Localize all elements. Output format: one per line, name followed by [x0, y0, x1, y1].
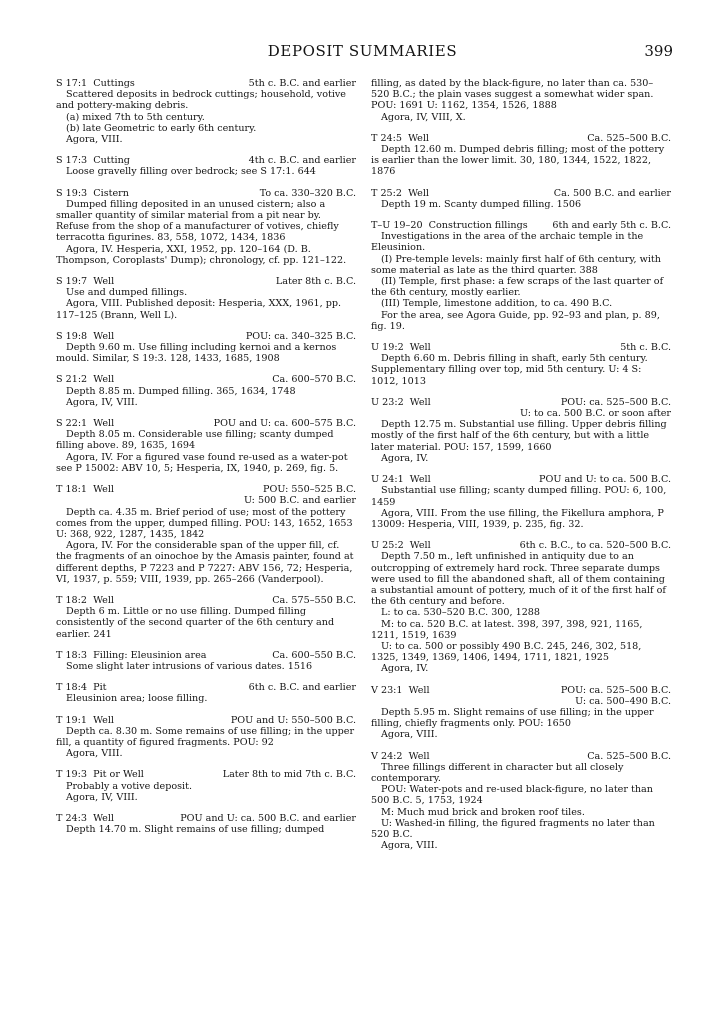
entry-label: [56, 682, 107, 693]
deposit-title: Well: [93, 812, 115, 824]
entry-label: [56, 715, 114, 726]
entry-heading: [56, 715, 356, 726]
entry-text: Agora, IV.: [381, 452, 429, 464]
entry-label: [56, 155, 130, 166]
deposit-title: Well: [408, 187, 430, 199]
entry-text: Depth 7.50 m., left unfinished in antiquity due to an outcropping of extremely hard rock. Three separate dumps were used to fill the abandoned shaft, all of them containing a substantial amount of pottery, much of it of the first half of the 6th century and before.: [371, 551, 666, 608]
deposit-entry: [56, 155, 356, 177]
entry-label: [371, 220, 528, 231]
deposit-id: S 21:2: [56, 374, 88, 386]
deposit-entry: [56, 484, 356, 585]
deposit-entry: [371, 188, 671, 210]
entry-text: Agora, VIII.: [381, 729, 438, 741]
deposit-id: T 18:1: [56, 484, 87, 496]
deposit-title: Pit: [93, 682, 107, 694]
deposit-entry: [56, 374, 356, 408]
deposit-id: T 24:5: [371, 132, 402, 144]
entry-text: Agora, IV, VIII.: [66, 791, 138, 803]
entry-text: Depth 6.60 m. Debris filling in shaft, early 5th century. Supplementary filling over top, mid 5th century. U: 4 S: 1012, 1013: [371, 353, 648, 387]
deposit-id: T 18:2: [56, 594, 87, 606]
entry-label: [56, 418, 114, 429]
entry-heading: [56, 769, 356, 780]
deposit-date: Ca. 525–500 B.C.: [587, 132, 671, 144]
deposit-date: POU and U: 550–500 B.C.: [230, 714, 356, 726]
deposit-entry: [371, 685, 671, 741]
deposit-title: Pit or Well: [93, 769, 144, 781]
entry-text: Depth 19 m. Scanty dumped filling. 1506: [381, 198, 582, 210]
entry-text: Eleusinion area; loose filling.: [66, 693, 208, 705]
deposit-date: Ca. 575–550 B.C.: [272, 594, 356, 606]
entry-text: Scattered deposits in bedrock cuttings; household, votive and pottery-making debris.: [56, 89, 346, 112]
entry-text: M: to ca. 520 B.C. at latest. 398, 397, 398, 921, 1165, 1211, 1519, 1639: [371, 618, 643, 641]
entry-text: Agora, IV. For the considerable span of the upper fill, cf. the fragments of an oinochoe by the Amasis painter, found at different depths, P 7223 and P 7227: ABV 156, 72; Hesperia, VI, 1937, p. 559; VIII, 1939, pp. 265–266 (Vanderpool).: [56, 540, 354, 585]
entry-heading: [371, 397, 671, 408]
entry-heading: [371, 685, 671, 696]
entry-text: Depth 12.60 m. Dumped debris filling; most of the pottery is earlier than the lower limit. 30, 180, 1344, 1522, 1822, 1876: [371, 144, 665, 178]
entry-text: Agora, IV. For a figured vase found re-used as a water-pot see P 15002: ABV 10, 5; Hesperia, IX, 1940, p. 269, fig. 5.: [56, 451, 348, 474]
entry-text: (b) late Geometric to early 6th century.: [66, 122, 257, 134]
deposit-title: Cuttings: [93, 78, 135, 89]
entry-label: [371, 474, 431, 485]
deposit-entry: [56, 188, 356, 266]
deposit-date: 5th c. B.C.: [620, 342, 671, 354]
deposit-id: T 19:3: [56, 769, 87, 781]
entry-text: Depth 14.70 m. Slight remains of use filling; dumped: [66, 824, 325, 836]
entry-label: [371, 397, 431, 408]
entry-text: Depth ca. 4.35 m. Brief period of use; most of the pottery comes from the upper, dumped filling. POU: 143, 1652, 1653 U: 368, 922, 1287, 1435, 1842: [56, 506, 353, 540]
deposit-id: U 23:2: [371, 396, 404, 408]
entry-heading: [371, 751, 671, 762]
entry-text: Use and dumped fillings.: [66, 287, 188, 299]
deposit-date: Ca. 500 B.C. and earlier: [553, 187, 671, 199]
deposit-date: 4th c. B.C. and earlier: [248, 155, 356, 167]
entry-text: Depth 8.05 m. Considerable use filling; scanty dumped filling above. 89, 1635, 1694: [56, 429, 334, 452]
deposit-title: Well: [409, 540, 431, 552]
right-column: [371, 78, 671, 861]
entry-label: [371, 342, 431, 353]
deposit-date-secondary: U: to ca. 500 B.C. or soon after: [520, 408, 671, 420]
entry-text: (a) mixed 7th to 5th century.: [66, 111, 205, 123]
entry-label: [56, 331, 114, 342]
entry-text: Agora, VIII.: [381, 840, 438, 852]
entry-heading: [371, 188, 671, 199]
deposit-entry: [56, 276, 356, 321]
entry-text: Depth 6 m. Little or no use filling. Dumped filling consistently of the second quarter of the 6th century and earlier. 241: [56, 606, 335, 640]
deposit-title: Well: [93, 330, 115, 342]
deposit-date-secondary: U: 500 B.C. and earlier: [243, 495, 356, 507]
entry-heading: [56, 813, 356, 824]
entry-text: (I) Pre-temple levels: mainly first half of 6th century, with some material as late as the third quarter. 388: [371, 253, 661, 276]
entry-text: Agora, VIII. From the use filling, the Fikellura amphora, P 13009: Hesperia, VIII, 1939, p. 235, fig. 32.: [371, 507, 664, 530]
entry-text: Depth ca. 8.30 m. Some remains of use filling; in the upper fill, a quantity of figured fragments. POU: 92: [56, 725, 355, 748]
entry-text: Depth 8.85 m. Dumped filling. 365, 1634, 1748: [66, 385, 296, 397]
deposit-id: T–U 19–20: [371, 220, 423, 232]
deposit-entry: [56, 682, 356, 704]
deposit-entry: [371, 540, 671, 674]
deposit-entry: [56, 595, 356, 640]
entry-text: For the area, see Agora Guide, pp. 92–93 and plan, p. 89, fig. 19.: [371, 309, 660, 332]
deposit-entry: [371, 133, 671, 178]
entry-label: [56, 769, 144, 780]
entry-text: Agora, VIII.: [66, 748, 123, 760]
deposit-id: S 19:3: [56, 187, 88, 199]
deposit-title: Well: [93, 714, 115, 726]
entry-heading: [56, 374, 356, 385]
deposit-title: Well: [93, 418, 115, 430]
entry-text: Depth 5.95 m. Slight remains of use filling; in the upper filling, chiefly fragments only. POU: 1650: [371, 706, 654, 730]
continuation-text: filling, as dated by the black-figure, no later than ca. 530–520 B.C.; the plain vases suggest a somewhat wider span. POU: 1691 U: 1162, 1354, 1526, 1888: [371, 78, 654, 112]
page-number: 399: [644, 42, 673, 60]
deposit-id: U 24:1: [371, 474, 404, 486]
entry-label: [56, 595, 114, 606]
deposit-date: Ca. 525–500 B.C.: [587, 750, 671, 762]
deposit-date: 6th and early 5th c. B.C.: [552, 220, 671, 232]
entry-heading: [56, 682, 356, 693]
deposit-title: Well: [408, 750, 430, 762]
deposit-date: POU: ca. 525–500 B.C.: [560, 396, 671, 408]
deposit-date: POU and U: ca. 600–575 B.C.: [213, 418, 356, 430]
entry-heading: [56, 331, 356, 342]
entry-text: POU: Water-pots and re-used black-figure, no later than 500 B.C. 5, 1753, 1924: [371, 784, 653, 807]
deposit-entry: [371, 397, 671, 464]
entry-label: [371, 133, 429, 144]
deposit-entry: [371, 342, 671, 387]
entry-text: Loose gravelly filling over bedrock; see S 17:1. 644: [66, 166, 316, 178]
entry-heading: [56, 188, 356, 199]
deposit-id: U 25:2: [371, 540, 404, 552]
deposit-title: Well: [409, 396, 431, 408]
deposit-id: T 25:2: [371, 187, 402, 199]
deposit-date: To ca. 330–320 B.C.: [259, 187, 356, 199]
entry-text: (III) Temple, limestone addition, to ca. 490 B.C.: [381, 298, 613, 310]
entry-text: U: Washed-in filling, the figured fragments no later than 520 B.C.: [371, 817, 655, 840]
deposit-entry: [56, 418, 356, 474]
deposit-title: Well: [409, 474, 431, 486]
entry-text: Depth 12.75 m. Substantial use filling. Upper debris filling mostly of the first half of the 6th century, but with a little later material. POU: 157, 1599, 1660: [371, 419, 667, 453]
entry-text: Depth 9.60 m. Use filling including kernoi and a kernos mould. Similar, S 19:3. 128, 1433, 1685, 1908: [56, 342, 337, 365]
deposit-date: POU: 550–525 B.C.: [263, 484, 356, 496]
entry-heading: [371, 474, 671, 485]
deposit-entry: [371, 751, 671, 852]
entry-label: [56, 813, 114, 824]
entry-heading: [56, 595, 356, 606]
entry-heading: [371, 220, 671, 231]
deposit-id: T 18:4: [56, 682, 87, 694]
deposit-title: Cutting: [93, 155, 130, 167]
deposit-id: S 17:3: [56, 155, 88, 167]
deposit-entry: [56, 813, 356, 835]
entry-heading: [56, 276, 356, 287]
deposit-id: U 19:2: [371, 342, 404, 354]
entry-text: Some slight later intrusions of various dates. 1516: [66, 660, 313, 672]
deposit-entry: [56, 650, 356, 672]
deposit-date: 6th c. B.C. and earlier: [248, 682, 356, 694]
entry-label: [371, 188, 429, 199]
entry-text: (II) Temple, first phase: a few scraps of the last quarter of the 6th century, mostly earlier.: [371, 276, 664, 299]
deposit-id: V 23:1: [371, 684, 403, 696]
deposit-date: POU: ca. 525–500 B.C.: [560, 684, 671, 696]
entry-label: [371, 685, 430, 696]
entry-heading: [371, 133, 671, 144]
entry-label: [56, 650, 207, 661]
deposit-date: Ca. 600–570 B.C.: [272, 374, 356, 386]
deposit-title: Well: [408, 684, 430, 696]
entry-text: Dumped filling deposited in an unused cistern; also a smaller quantity of similar material from a pit near by. Refuse from the shop of a manufacturer of votives, chiefly terracotta figurines. 83, 558, 1072, 1434, 1836: [56, 198, 339, 244]
entry-text: L: to ca. 530–520 B.C. 300, 1288: [381, 607, 541, 619]
deposit-title: Well: [409, 342, 431, 354]
deposit-date: POU: ca. 340–325 B.C.: [245, 330, 356, 342]
deposit-entry: [56, 331, 356, 365]
deposit-entry: [371, 474, 671, 530]
entry-label: [56, 484, 114, 495]
entry-text: Substantial use filling; scanty dumped filling. POU: 6, 100, 1459: [371, 485, 667, 508]
deposit-id: T 18:3: [56, 649, 87, 661]
entry-text: Three fillings different in character but all closely contemporary.: [371, 761, 624, 784]
running-header: DEPOSIT SUMMARIES: [267, 42, 458, 60]
deposit-date: Later 8th to mid 7th c. B.C.: [222, 769, 356, 781]
entry-label: [371, 540, 431, 551]
deposit-date: POU and U: to ca. 500 B.C.: [539, 474, 671, 486]
continuation-text: Agora, IV, VIII, X.: [381, 111, 466, 123]
deposit-title: Well: [93, 276, 115, 288]
entry-heading: [56, 155, 356, 166]
left-column: [56, 78, 356, 845]
entry-heading: [56, 418, 356, 429]
deposit-entry: [56, 78, 356, 145]
deposit-id: S 19:8: [56, 330, 88, 342]
continuation-entry: [371, 78, 671, 123]
deposit-id: V 24:2: [371, 750, 403, 762]
deposit-id: S 22:1: [56, 418, 88, 430]
deposit-date: 6th c. B.C., to ca. 520–500 B.C.: [519, 540, 671, 552]
entry-text: Probably a votive deposit.: [66, 780, 193, 792]
entry-text: U: to ca. 500 or possibly 490 B.C. 245, 246, 302, 518, 1325, 1349, 1369, 1406, 1494, 1711, 1821, 1925: [371, 640, 642, 664]
entry-heading: [56, 78, 356, 89]
entry-text: Agora, VIII. Published deposit: Hesperia, XXX, 1961, pp. 117–125 (Brann, Well L).: [56, 298, 342, 321]
entry-label: [371, 751, 430, 762]
entry-heading: [371, 540, 671, 551]
deposit-entry: [56, 769, 356, 803]
deposit-title: Cistern: [93, 187, 129, 199]
entry-label: [56, 276, 114, 287]
entry-label: [56, 188, 129, 199]
deposit-title: Well: [93, 374, 115, 386]
deposit-entry: [56, 715, 356, 760]
entry-text: Agora, IV. Hesperia, XXI, 1952, pp. 120–164 (D. B. Thompson, Coroplasts' Dump); chronology, cf. pp. 121–122.: [56, 243, 347, 266]
entry-text: Investigations in the area of the archaic temple in the Eleusinion.: [371, 231, 644, 254]
deposit-title: Well: [408, 132, 430, 144]
deposit-entry: [371, 220, 671, 332]
entry-text: Agora, IV, VIII.: [66, 396, 138, 408]
deposit-date: Ca. 600–550 B.C.: [272, 649, 356, 661]
entry-text: M: Much mud brick and broken roof tiles.: [381, 806, 585, 818]
deposit-date: 5th c. B.C. and earlier: [248, 78, 356, 89]
deposit-date: Later 8th c. B.C.: [275, 276, 356, 288]
entry-label: [56, 374, 114, 385]
entry-text: Agora, IV.: [381, 663, 429, 675]
deposit-id: S 17:1: [56, 78, 88, 89]
entry-heading: [56, 650, 356, 661]
entry-text: Agora, VIII.: [66, 134, 123, 146]
deposit-title: Well: [93, 594, 115, 606]
deposit-date: POU and U: ca. 500 B.C. and earlier: [180, 812, 356, 824]
deposit-id: S 19:7: [56, 276, 88, 288]
deposit-id: T 24:3: [56, 812, 87, 824]
deposit-title: Construction fillings: [428, 220, 528, 232]
deposit-title: Filling: Eleusinion area: [93, 649, 207, 661]
deposit-title: Well: [93, 484, 115, 496]
entry-heading: [56, 484, 356, 495]
deposit-date-secondary: U: ca. 500–490 B.C.: [575, 695, 671, 707]
entry-heading: [371, 342, 671, 353]
entry-label: [56, 78, 135, 89]
deposit-id: T 19:1: [56, 714, 87, 726]
